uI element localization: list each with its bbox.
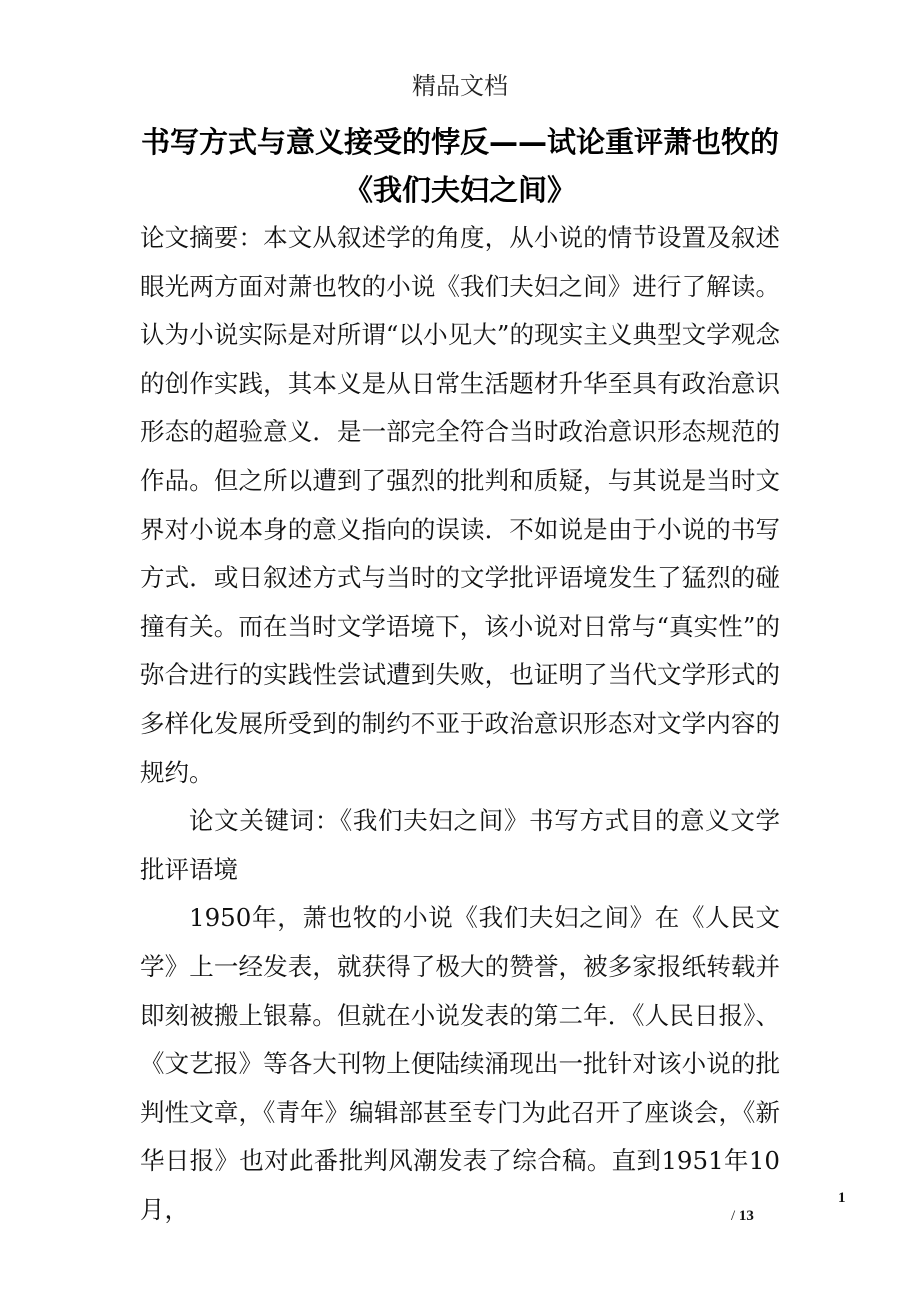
keywords-paragraph: 论文关键词：《我们夫妇之间》书写方式目的意义文学批评语境 <box>140 806 780 884</box>
article-body <box>140 214 780 1234</box>
page-number: 1 <box>838 1190 846 1206</box>
article-title-line-2: 《我们夫妇之间》 <box>343 173 576 207</box>
article-title-line-1: 书写方式与意义接受的悖反——试论重评萧也牧的 <box>140 125 779 159</box>
abstract-paragraph: 论文摘要：本文从叙述学的角度，从小说的情节设置及叙述眼光两方面对萧也牧的小说《我们夫妇之间》进行了解读。认为小说实际是对所谓“以小见大”的现实主义典型文学观念的创作实践，其本义是从日常生活题材升华至具有政治意识形态的超验意义．是一部完全符合当时政治意识形态规范的作品。但之所以遭到了强烈的批判和质疑，与其说是当时文界对小说本身的意义指向的误读．不如说是由于小说的书写方式．或日叙述方式与当时的文学批评语境发生了猛烈的碰撞有关。而在当时文学语境下，该小说对日常与“真实性”的弥合进行的实践性尝试遭到失败，也证明了当代文学形式的多样化发展所受到的制约不亚于政治意识形态对文学内容的规约。 <box>140 223 780 787</box>
body-paragraph: 1950年，萧也牧的小说《我们夫妇之间》在《人民文学》上一经发表，就获得了极大的赞誉，被多家报纸转载并即刻被搬上银幕。但就在小说发表的第二年．《人民日报》、《文艺报》等各大刊物上便陆续涌现出一批针对该小说的批判性文章，《青年》编辑部甚至专门为此召开了座谈会，《新华日报》也对此番批判风潮发表了综合稿。直到1951年10月， <box>140 903 780 1224</box>
page-total-count: 13 <box>738 1208 754 1224</box>
document-header-label: 精品文档 <box>412 72 508 100</box>
page-total <box>731 1208 754 1225</box>
page-total-slash: / <box>731 1208 736 1224</box>
